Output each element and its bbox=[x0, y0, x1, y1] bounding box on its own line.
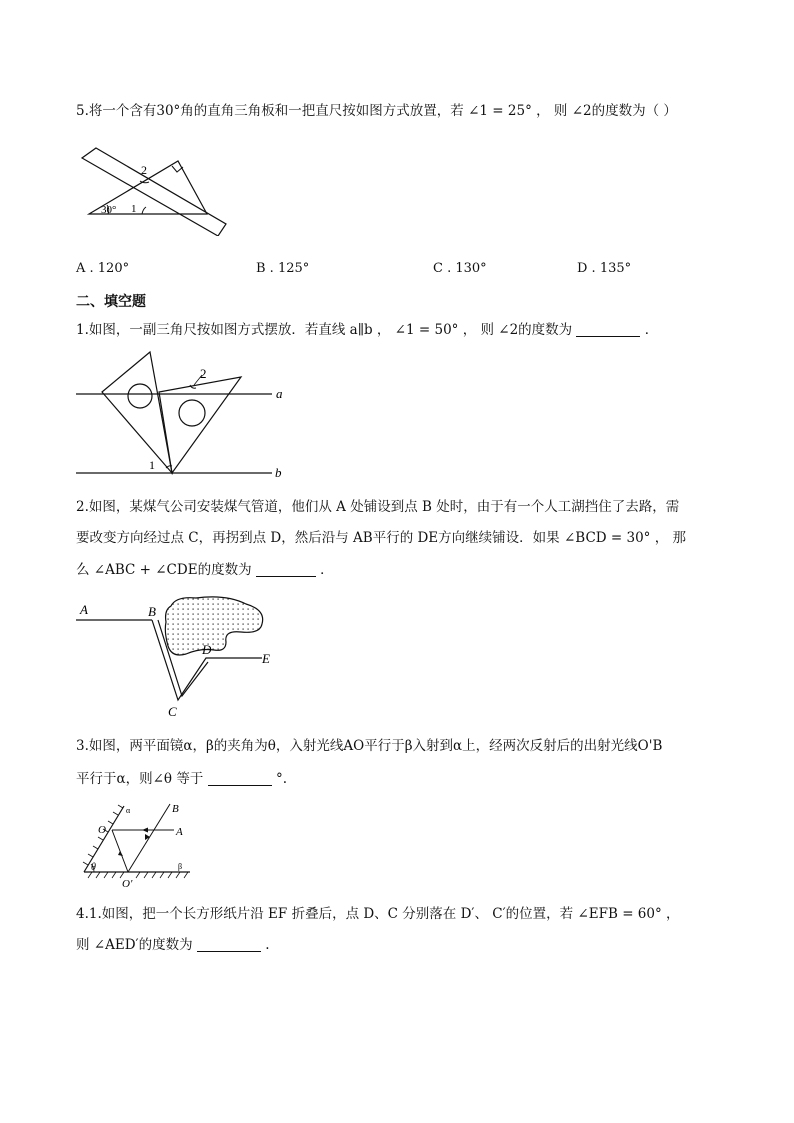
f2-figure bbox=[76, 592, 306, 722]
f2-point-c-label: C bbox=[168, 704, 177, 719]
f3-end: °. bbox=[275, 771, 287, 787]
f4-line1: 4.1.如图，把一个长方形纸片沿 EF 折叠后，点 D、C 分别落在 D′、 C′的位置，若 ∠EFB = 60° ， bbox=[76, 906, 680, 922]
f2-line2: 要改变方向经过点 C，再拐到点 D，然后沿与 AB平行的 DE方向继续铺设．如果 ∠BCD = 30° ， 那 bbox=[76, 530, 686, 546]
f3-point-o-label: O bbox=[98, 824, 106, 836]
f4-answer-blank[interactable] bbox=[197, 937, 261, 952]
f1-end: ． bbox=[644, 322, 659, 338]
f1-angle1-label: 1 bbox=[149, 458, 155, 472]
q5-figure bbox=[80, 144, 230, 236]
f3-theta-label: θ bbox=[91, 862, 96, 873]
f2-line1: 2.如图，某煤气公司安装煤气管道，他们从 A 处铺设到点 B 处时，由于有一个人工湖挡住了去路，需 bbox=[76, 499, 680, 515]
f1-figure bbox=[76, 348, 296, 480]
q5-angle30-label: 30° bbox=[101, 204, 117, 216]
f2-point-e-label: E bbox=[262, 651, 270, 666]
f1-angle2-label: 2 bbox=[200, 366, 207, 381]
f3-answer-blank[interactable] bbox=[208, 771, 272, 786]
q5-option-a[interactable]: A . 120° bbox=[76, 261, 130, 276]
f3-line2 bbox=[76, 770, 287, 788]
q5-option-d[interactable]: D . 135° bbox=[577, 261, 632, 276]
f2-point-a-label: A bbox=[80, 602, 88, 617]
f2-point-d-label: D bbox=[202, 642, 212, 657]
f2-line3 bbox=[76, 561, 334, 579]
q5-option-b[interactable]: B . 125° bbox=[256, 261, 310, 276]
f3-figure bbox=[82, 800, 194, 890]
f3-mirror-alpha-label: α bbox=[126, 806, 131, 815]
section-title: 二、填空题 bbox=[76, 294, 146, 310]
f4-question-end: 则 ∠AED′的度数为 bbox=[76, 937, 193, 953]
q5-option-c[interactable]: C . 130° bbox=[433, 261, 487, 276]
f4-line2 bbox=[76, 936, 270, 954]
q5-text: 5.将一个含有30°角的直角三角板和一把直尺按如图方式放置，若 ∠1 = 25° ， 则 ∠2的度数为（ ） bbox=[76, 103, 677, 119]
f2-answer-blank[interactable] bbox=[256, 562, 316, 577]
f1-line-b-label: b bbox=[275, 465, 282, 480]
f2-question-end: 么 ∠ABC + ∠CDE的度数为 bbox=[76, 562, 252, 578]
f4-end: . bbox=[265, 937, 270, 953]
f3-question-end: 平行于α，则∠θ 等于 bbox=[76, 771, 204, 787]
f3-point-oprime-label: O' bbox=[122, 878, 133, 890]
f3-mirror-beta-label: β bbox=[178, 862, 183, 871]
f1-line-a-label: a bbox=[276, 386, 283, 401]
q5-angle1-label: 1 bbox=[131, 203, 137, 215]
f1-question: 1.如图，一副三角尺按如图方式摆放．若直线 a∥b ， ∠1 = 50° ， 则 ∠2的度数为 bbox=[76, 322, 573, 338]
f2-point-b-label: B bbox=[148, 604, 156, 619]
q5-angle2-label: 2 bbox=[141, 163, 147, 177]
f2-end: ． bbox=[320, 562, 334, 578]
f3-point-a-label: A bbox=[176, 826, 183, 838]
f3-line1: 3.如图，两平面镜α，β的夹角为θ，入射光线AO平行于β入射到α上，经两次反射后的出射光线O'B bbox=[76, 738, 663, 754]
f1-answer-blank[interactable] bbox=[576, 322, 640, 337]
f1-text bbox=[76, 321, 658, 339]
f3-point-b-label: B bbox=[172, 803, 179, 815]
